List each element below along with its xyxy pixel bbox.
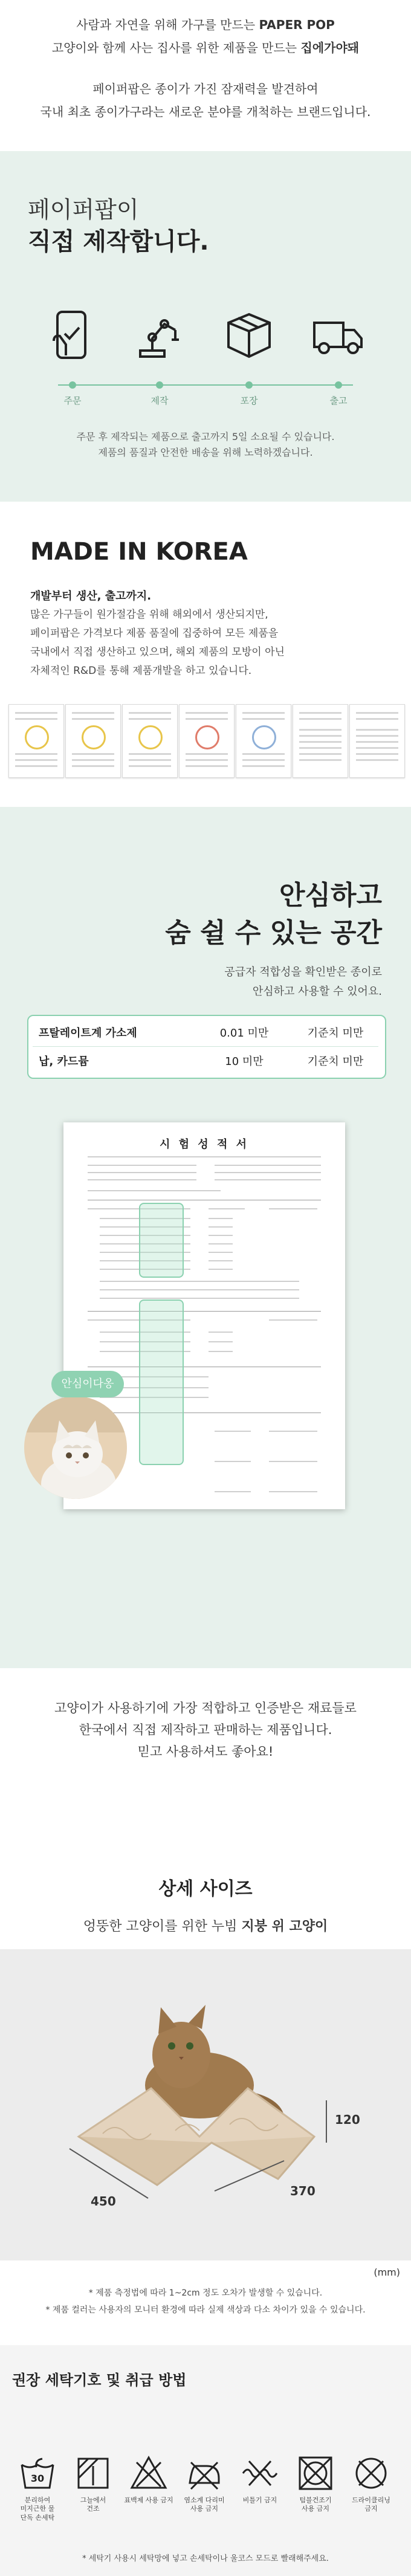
wash-label-no-bleach: 표백제 사용 금지 <box>124 2496 173 2504</box>
certificate-thumbnail <box>236 704 291 778</box>
no-wring-icon <box>241 2454 279 2493</box>
table-cell-standard: 기준치 미만 <box>307 1055 364 1068</box>
step-label-make: 제작 <box>150 395 169 406</box>
cat-photo <box>24 1396 127 1499</box>
safety-table <box>33 1018 378 1075</box>
table-cell-value: 10 미만 <box>225 1055 264 1068</box>
certificate-thumbnail <box>122 704 178 778</box>
made-in-korea-body-4: 자체적인 R&D를 통해 제품개발을 하고 있습니다. <box>30 665 252 677</box>
wash-label-no-iron: 염소계 다리미 사용 금지 <box>184 2496 225 2513</box>
table-cell-standard: 기준치 미만 <box>307 1027 364 1040</box>
trust-line-1: 고양이가 사용하기에 가장 적합하고 인증받은 재료들로 <box>54 1701 357 1715</box>
certificate-thumbnail <box>8 704 64 778</box>
wash-label-shade-dry: 그늘에서 건조 <box>80 2496 106 2513</box>
size-image-area <box>0 1949 411 2260</box>
shade-dry-icon <box>74 2454 112 2493</box>
table-row <box>33 1047 378 1075</box>
washing-title: 권장 세탁기호 및 취급 방법 <box>12 2372 187 2389</box>
safety-desc-1: 공급자 적합성을 확인받은 종이로 <box>224 966 382 979</box>
no-dry-clean-icon <box>352 2454 390 2493</box>
table-cell-name: 프탈레이트계 가소제 <box>39 1027 137 1040</box>
no-iron-icon <box>185 2454 224 2493</box>
phone-order-icon <box>46 308 99 361</box>
cat-speech-bubble: 안심이다옹 <box>51 1371 124 1397</box>
steps-line <box>58 384 353 386</box>
table-row <box>33 1018 378 1047</box>
made-in-korea-title: MADE IN KOREA <box>30 538 248 566</box>
safety-desc-2: 안심하고 사용할 수 있어요. <box>252 985 382 998</box>
made-in-korea-body-2: 페이퍼팝은 가격보다 제품 품질에 집중하여 모든 제품을 <box>30 627 279 639</box>
size-title: 상세 사이즈 <box>158 1879 253 1900</box>
certificate-thumbnail <box>293 704 348 778</box>
step-dot <box>335 381 342 389</box>
box-icon <box>222 308 276 361</box>
certificate-thumbnail <box>349 704 405 778</box>
intro-line-2: 고양이와 함께 사는 집사를 위한 제품을 만드는 집에가야돼 <box>51 40 360 55</box>
hand-wash-30-icon <box>18 2454 57 2493</box>
report-highlight <box>139 1299 184 1465</box>
made-in-korea-body-3: 국내에서 직접 생산하고 있으며, 해외 제품의 모방이 아닌 <box>30 646 285 658</box>
size-note-1: * 제품 측정법에 따라 1~2cm 정도 오차가 발생할 수 있습니다. <box>88 2288 323 2298</box>
washing-note: * 세탁기 사용시 세탁망에 넣고 손세탁이나 울코스 모드로 빨래해주세요. <box>82 2554 329 2563</box>
trust-section <box>0 1668 411 1849</box>
size-caption: 엉뚱한 고양이를 위한 누빔 지붕 위 고양이 <box>83 1919 328 1934</box>
step-label-ship: 출고 <box>329 395 348 406</box>
svg-text:30: 30 <box>30 2473 45 2484</box>
production-note-1: 주문 후 제작되는 제품으로 출고까지 5일 소요될 수 있습니다. <box>76 431 335 442</box>
no-bleach-icon <box>129 2454 168 2493</box>
report-title: 시 험 성 적 서 <box>159 1138 249 1151</box>
truck-icon <box>312 308 365 361</box>
intro-line-4: 국내 최초 종이가구라는 새로운 분야를 개척하는 브랜드입니다. <box>40 105 371 119</box>
certificate-thumbnail <box>65 704 121 778</box>
step-dot <box>245 381 253 389</box>
production-note-2: 제품의 품질과 안전한 배송을 위해 노력하겠습니다. <box>98 447 313 458</box>
table-cell-name: 납, 카드뮴 <box>39 1055 89 1068</box>
production-section <box>0 151 411 502</box>
intro-line-1: 사람과 자연을 위해 가구를 만드는 PAPER POP <box>76 18 335 32</box>
dimension-height: 120 <box>335 2112 360 2127</box>
safety-title-1: 안심하고 <box>279 880 382 911</box>
no-tumble-dry-icon <box>296 2454 335 2493</box>
brand-paperpop: PAPER POP <box>259 18 335 32</box>
made-in-korea-body-1: 많은 가구들이 원가절감을 위해 해외에서 생산되지만, <box>30 609 268 621</box>
step-label-pack: 포장 <box>240 395 258 406</box>
brand-home: 집에가야돼 <box>300 40 360 55</box>
made-in-korea-subtitle: 개발부터 생산, 출고까지. <box>30 590 152 603</box>
intro-line-3: 페이퍼팝은 종이가 가진 잠재력을 발견하여 <box>92 82 319 96</box>
factory-arm-icon <box>133 308 186 361</box>
production-title-1: 페이퍼팝이 <box>28 196 139 223</box>
safety-title-2: 숨 쉴 수 있는 공간 <box>165 917 382 948</box>
wash-label-hand-wash: 분리하여 미지근한 물 단독 손세탁 <box>20 2496 55 2522</box>
intro-section <box>0 0 411 151</box>
wash-label-no-tumble: 텀블건조기 사용 금지 <box>299 2496 332 2513</box>
trust-line-3: 믿고 사용하셔도 좋아요! <box>137 1744 274 1759</box>
production-title-2: 직접 제작합니다. <box>28 228 209 256</box>
wash-label-no-dry-clean: 드라이클리닝 금지 <box>352 2496 390 2513</box>
certificate-thumbnail <box>179 704 235 778</box>
size-note-2: * 제품 컬러는 사용자의 모니터 환경에 따라 실제 색상과 다소 차이가 있을 수 있습니다. <box>45 2305 366 2315</box>
report-highlight <box>139 1203 184 1278</box>
step-dot <box>69 381 76 389</box>
step-dot <box>156 381 163 389</box>
step-label-order: 주문 <box>63 395 82 406</box>
table-cell-value: 0.01 미만 <box>219 1027 269 1040</box>
product-illustration <box>0 1949 411 2260</box>
size-unit: (mm) <box>374 2267 400 2278</box>
dimension-depth: 370 <box>290 2184 316 2198</box>
trust-line-2: 한국에서 직접 제작하고 판매하는 제품입니다. <box>79 1723 332 1737</box>
wash-label-no-wring: 비틀기 금지 <box>242 2496 277 2504</box>
dimension-width: 450 <box>91 2194 116 2209</box>
